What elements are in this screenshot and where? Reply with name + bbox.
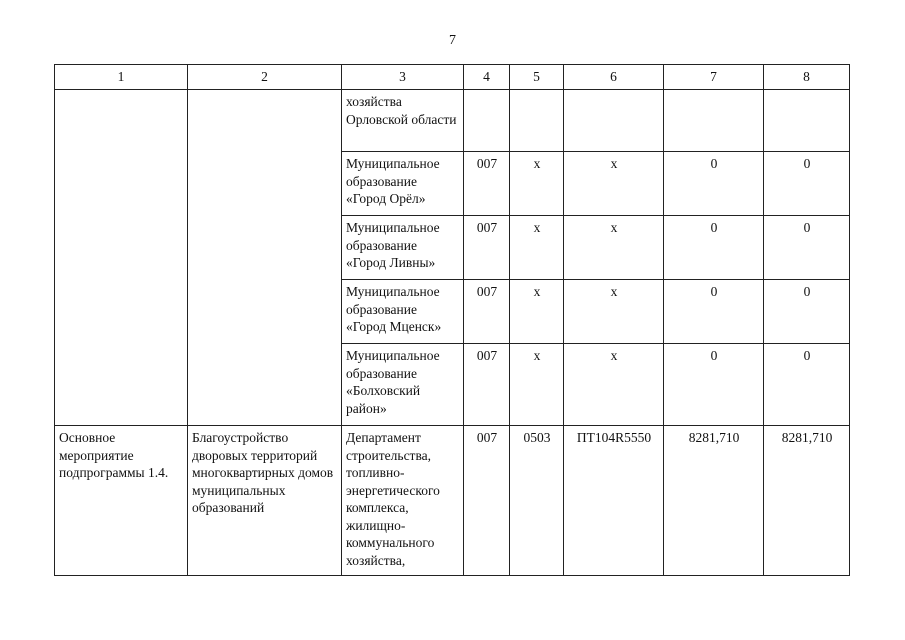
- section-code-cell: х: [510, 152, 564, 216]
- amount-cell: 8281,710: [664, 426, 764, 576]
- empty-cell: [564, 90, 664, 152]
- header-cell-7: 7: [664, 65, 764, 90]
- target-article-cell: х: [564, 280, 664, 344]
- header-cell-3: 3: [342, 65, 464, 90]
- amount-cell: 8281,710: [764, 426, 850, 576]
- table-row: [55, 90, 850, 152]
- target-article-cell: х: [564, 152, 664, 216]
- table-row: [55, 426, 850, 576]
- program-item-cell: Основное мероприятие подпрограммы 1.4.: [55, 426, 188, 576]
- executor-cell: Муниципальное образование «Город Мценск»: [342, 280, 464, 344]
- amount-cell: 0: [764, 216, 850, 280]
- empty-cell: [764, 90, 850, 152]
- executor-cell: Муниципальное образование «Город Ливны»: [342, 216, 464, 280]
- header-cell-5: 5: [510, 65, 564, 90]
- grbs-code-cell: 007: [464, 280, 510, 344]
- grbs-code-cell: 007: [464, 152, 510, 216]
- section-code-cell: х: [510, 216, 564, 280]
- header-cell-4: 4: [464, 65, 510, 90]
- section-code-cell: 0503: [510, 426, 564, 576]
- section-code-cell: х: [510, 280, 564, 344]
- amount-cell: 0: [764, 152, 850, 216]
- budget-table: [54, 64, 850, 576]
- amount-cell: 0: [664, 152, 764, 216]
- program-title-cell: Благоустройство дворовых территорий многоквартирных домов муниципальных образований: [188, 426, 342, 576]
- grbs-code-cell: 007: [464, 216, 510, 280]
- executor-cell: Муниципальное образование «Болховский район»: [342, 344, 464, 426]
- header-cell-6: 6: [564, 65, 664, 90]
- grbs-code-cell: 007: [464, 426, 510, 576]
- page-number: 7: [449, 33, 456, 48]
- empty-cell: [510, 90, 564, 152]
- amount-cell: 0: [764, 280, 850, 344]
- amount-cell: 0: [764, 344, 850, 426]
- empty-cell: [464, 90, 510, 152]
- merged-empty-cell-col2: [188, 90, 342, 426]
- executor-cell: хозяйства Орловской области: [342, 90, 464, 152]
- executor-cell: Департамент строительства, топливно-энергетического комплекса, жилищно-коммунального хозяйства,: [342, 426, 464, 576]
- header-cell-8: 8: [764, 65, 850, 90]
- target-article-cell: х: [564, 216, 664, 280]
- empty-cell: [664, 90, 764, 152]
- amount-cell: 0: [664, 216, 764, 280]
- amount-cell: 0: [664, 344, 764, 426]
- target-article-cell: ПТ104R5550: [564, 426, 664, 576]
- merged-empty-cell-col1: [55, 90, 188, 426]
- grbs-code-cell: 007: [464, 344, 510, 426]
- amount-cell: 0: [664, 280, 764, 344]
- executor-cell: Муниципальное образование «Город Орёл»: [342, 152, 464, 216]
- target-article-cell: х: [564, 344, 664, 426]
- header-row: [55, 65, 850, 90]
- section-code-cell: х: [510, 344, 564, 426]
- header-cell-1: 1: [55, 65, 188, 90]
- header-cell-2: 2: [188, 65, 342, 90]
